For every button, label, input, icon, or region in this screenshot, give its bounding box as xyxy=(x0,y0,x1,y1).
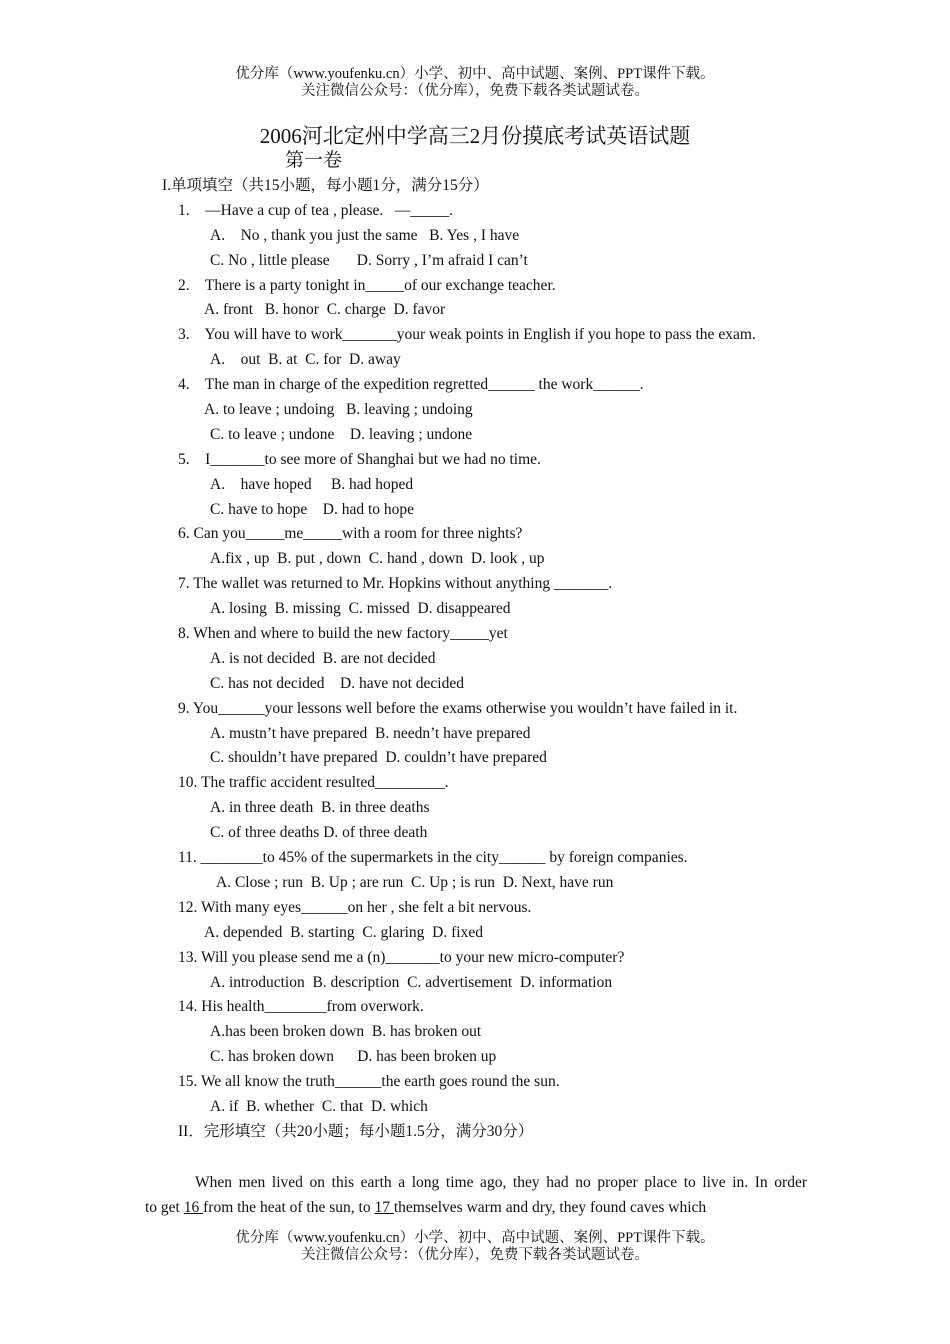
question-12-options: A. depended B. starting C. glaring D. fixed xyxy=(204,923,483,941)
question-2: 2. There is a party tonight in_____of our exchange teacher. xyxy=(178,276,556,294)
question-5-options-b: C. have to hope D. had to hope xyxy=(210,500,415,518)
question-11: 11. ________to 45% of the supermarkets in the city______ by foreign companies. xyxy=(178,849,688,867)
question-15-options: A. if B. whether C. that D. which xyxy=(210,1097,428,1115)
cloze-text-3: themselves warm and dry, they found caves which xyxy=(393,1199,707,1216)
question-9: 9. You______your lessons well before the exams otherwise you wouldn’t have failed in it. xyxy=(178,699,738,717)
question-1: 1. —Have a cup of tea , please. —_____. xyxy=(178,201,454,219)
question-12: 12. With many eyes______on her , she felt a bit nervous. xyxy=(178,898,532,916)
question-13-options: A. introduction B. description C. advertisement D. information xyxy=(210,973,613,991)
question-15: 15. We all know the truth______the earth goes round the sun. xyxy=(178,1073,560,1091)
section-1-heading: I.单项填空（共15小题，每小题1分，满分15分） xyxy=(162,177,489,194)
question-7-options: A. losing B. missing C. missed D. disappeared xyxy=(210,600,511,618)
question-14: 14. His health________from overwork. xyxy=(178,998,424,1016)
cloze-passage xyxy=(145,1170,807,1220)
question-4: 4. The man in charge of the expedition regretted______ the work______. xyxy=(178,376,644,394)
cloze-line-2 xyxy=(145,1195,807,1220)
footer-line-2: 关注微信公众号：（优分库），免费下载各类试题试卷。 xyxy=(301,1247,649,1263)
question-6-options: A.fix , up B. put , down C. hand , down D. look , up xyxy=(210,550,545,568)
question-14-options-b: C. has broken down D. has been broken up xyxy=(210,1048,497,1066)
question-10-options-b: C. of three deaths D. of three death xyxy=(210,824,428,842)
question-9-options-b: C. shouldn’t have prepared D. couldn’t have prepared xyxy=(210,749,547,767)
question-5-options-a: A. have hoped B. had hoped xyxy=(210,475,414,493)
question-1-options-b: C. No , little please D. Sorry , I’m afraid I can’t xyxy=(210,251,528,269)
question-8-options-b: C. has not decided D. have not decided xyxy=(210,674,464,692)
question-11-options: A. Close ; run B. Up ; are run C. Up ; is run D. Next, have run xyxy=(216,873,614,891)
question-14-options-a: A.has been broken down B. has broken out xyxy=(210,1023,482,1041)
question-1-options-a: A. No , thank you just the same B. Yes , I have xyxy=(210,226,520,244)
document-title: 2006河北定州中学高三2月份摸底考试英语试题 xyxy=(259,124,691,148)
cloze-blank-16: 16 xyxy=(183,1199,204,1216)
question-10-options-a: A. in three death B. in three deaths xyxy=(210,799,430,817)
question-6: 6. Can you_____me_____with a room for three nights? xyxy=(178,525,523,543)
question-9-options-a: A. mustn’t have prepared B. needn’t have prepared xyxy=(210,724,531,742)
cloze-text-1: to get xyxy=(145,1199,184,1216)
question-10: 10. The traffic accident resulted_________. xyxy=(178,774,449,792)
question-2-options: A. front B. honor C. charge D. favor xyxy=(204,301,446,319)
question-8: 8. When and where to build the new factory_____yet xyxy=(178,625,508,643)
question-4-options-a: A. to leave ; undoing B. leaving ; undoing xyxy=(204,401,473,419)
section-1 xyxy=(0,174,950,1145)
question-13: 13. Will you please send me a (n)_______to your new micro-computer? xyxy=(178,948,625,966)
cloze-text-2: from the heat of the sun, to xyxy=(203,1199,375,1216)
question-7: 7. The wallet was returned to Mr. Hopkins without anything _______. xyxy=(178,575,613,593)
page-header xyxy=(0,66,950,100)
volume-label: 第一卷 xyxy=(285,150,343,171)
question-4-options-b: C. to leave ; undone D. leaving ; undone xyxy=(210,425,473,443)
cloze-line-1: When men lived on this earth a long time ago, they had no proper place to live in. In order xyxy=(195,1174,807,1191)
header-line-1: 优分库（www.youfenku.cn）小学、初中、高中试题、案例、PPT课件下载。 xyxy=(235,66,715,82)
question-3: 3. You will have to work_______your weak points in English if you hope to pass the exam. xyxy=(178,326,756,344)
cloze-blank-17: 17 xyxy=(374,1199,394,1216)
page-footer xyxy=(0,1230,950,1264)
question-8-options-a: A. is not decided B. are not decided xyxy=(210,649,436,667)
question-3-options: A. out B. at C. for D. away xyxy=(210,351,401,369)
footer-line-1: 优分库（www.youfenku.cn）小学、初中、高中试题、案例、PPT课件下载。 xyxy=(235,1230,715,1246)
question-5: 5. I_______to see more of Shanghai but we had no time. xyxy=(178,450,541,468)
section-2-heading: II．完形填空（共20小题；每小题1.5分，满分30分） xyxy=(178,1122,534,1140)
header-line-2: 关注微信公众号：（优分库），免费下载各类试题试卷。 xyxy=(301,83,649,99)
